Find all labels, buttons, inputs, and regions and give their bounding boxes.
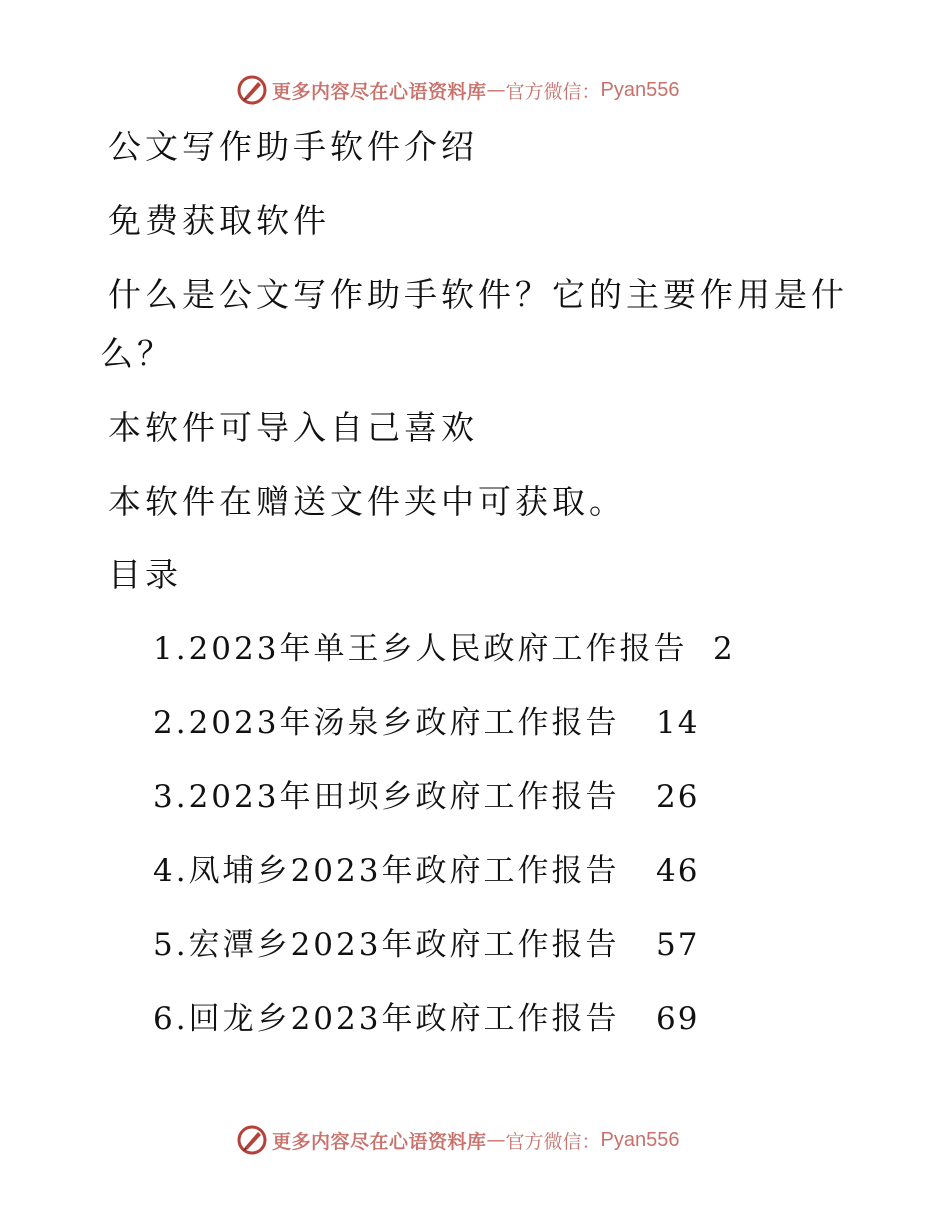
banner-wechat-id: Pyan556 [600, 78, 680, 101]
toc-item-label: 2.2023年汤泉乡政府工作报告 [153, 705, 620, 741]
pen-logo-icon [236, 74, 268, 106]
toc-item-page: 26 [656, 779, 700, 815]
footer-watermark-banner [236, 1120, 716, 1160]
toc-item-label: 4.凤埔乡2023年政府工作报告 [153, 853, 620, 889]
toc-item-label: 3.2023年田坝乡政府工作报告 [153, 779, 620, 815]
banner-wechat-id: Pyan556 [600, 1128, 680, 1151]
toc-item-label: 1.2023年单王乡人民政府工作报告 [153, 631, 688, 667]
pen-logo-icon [236, 1124, 268, 1156]
toc-item-label: 5.宏潭乡2023年政府工作报告 [153, 927, 620, 963]
toc-heading: 目录 [108, 555, 182, 594]
toc-item[interactable] [153, 703, 700, 743]
header-watermark-banner [236, 70, 716, 110]
import-line: 本软件可导入自己喜欢 [108, 408, 478, 447]
toc-item-page: 2 [713, 631, 735, 667]
banner-text: 更多内容尽在心语资料库 [272, 80, 487, 103]
toc-item-page: 69 [656, 1001, 700, 1037]
toc-item-label: 6.回龙乡2023年政府工作报告 [153, 1001, 620, 1037]
question-line-2: 么？ [100, 334, 174, 373]
toc-item[interactable] [153, 851, 700, 891]
doc-title: 公文写作助手软件介绍 [108, 127, 478, 166]
toc-item[interactable] [153, 629, 735, 669]
toc-item[interactable] [153, 925, 700, 965]
banner-separator: — [486, 1129, 506, 1151]
banner-wechat-label: 官方微信： [505, 1130, 601, 1153]
banner-text: 更多内容尽在心语资料库 [272, 1130, 487, 1153]
folder-line: 本软件在赠送文件夹中可获取。 [108, 482, 626, 521]
toc-item-page: 46 [656, 853, 700, 889]
banner-wechat-label: 官方微信： [505, 80, 601, 103]
toc-item-page: 57 [656, 927, 700, 963]
free-line: 免费获取软件 [108, 201, 330, 240]
banner-separator: — [486, 79, 506, 101]
question-line-1: 什么是公文写作助手软件？它的主要作用是什 [108, 275, 848, 314]
toc-item[interactable] [153, 999, 700, 1039]
toc-item[interactable] [153, 777, 700, 817]
toc-item-page: 14 [656, 705, 700, 741]
